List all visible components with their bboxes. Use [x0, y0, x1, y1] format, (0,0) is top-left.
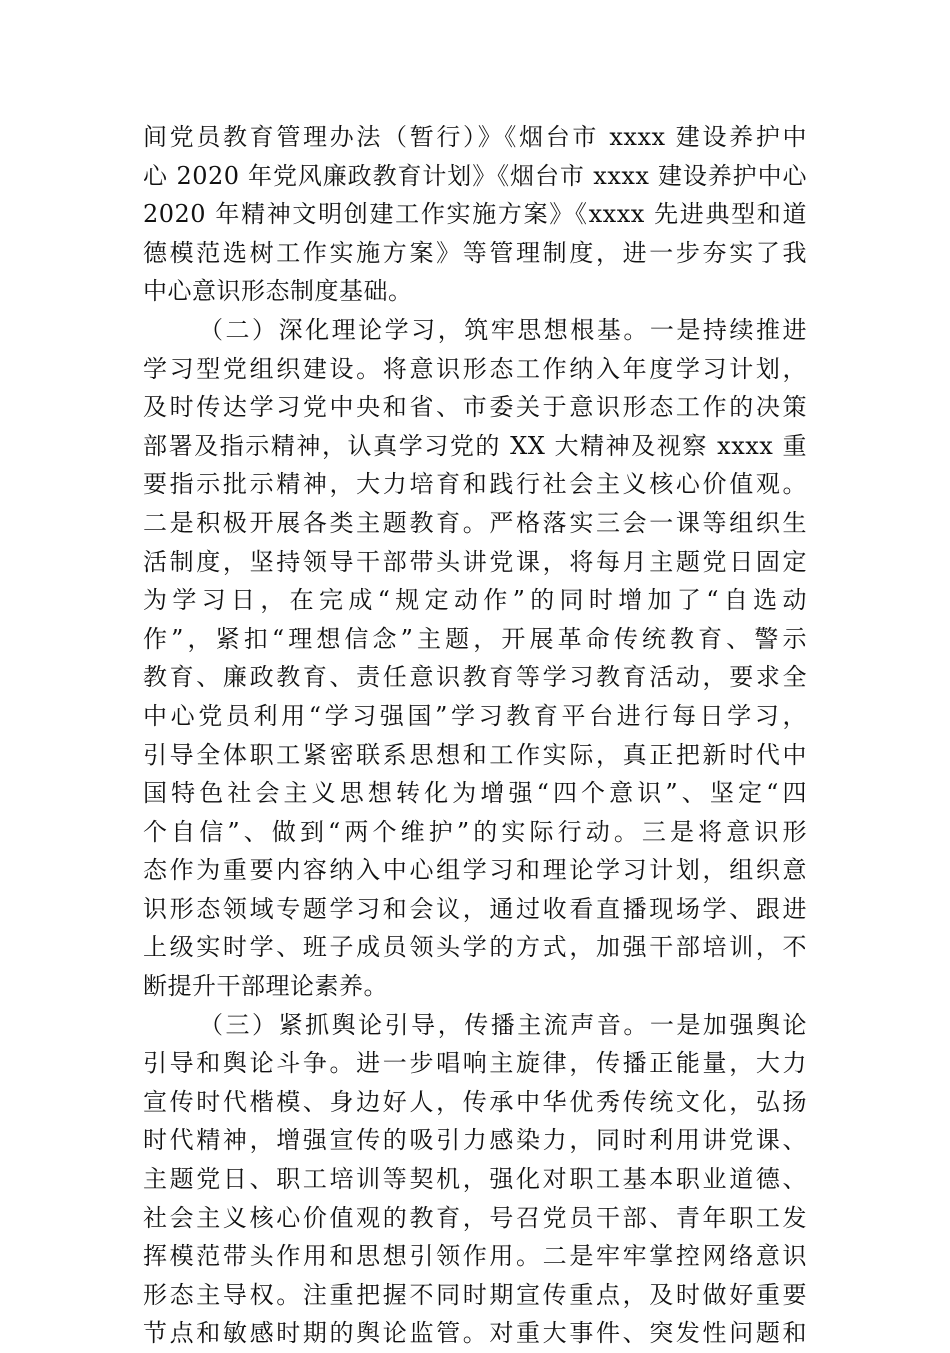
text-line: 中心意识形态制度基础。 — [143, 277, 413, 306]
text-line: （二）深化理论学习，筑牢思想根基。一是持续推进 — [199, 315, 807, 344]
text-line: 上级实时学、班子成员领头学的方式，加强干部培训，不 — [143, 933, 807, 962]
paragraph-continued — [143, 118, 807, 311]
text-line: 活制度，坚持领导干部带头讲党课，将每月主题党日固定 — [143, 547, 807, 576]
text-line: 态作为重要内容纳入中心组学习和理论学习计划，组织意 — [143, 856, 807, 885]
text-line: 教育、廉政教育、责任意识教育等学习教育活动，要求全 — [143, 663, 807, 692]
paragraph-section-two — [143, 311, 807, 1006]
text-line: 国特色社会主义思想转化为增强“四个意识”、坚定“四 — [143, 779, 807, 808]
text-line: 心 2020 年党风廉政教育计划》《烟台市 xxxx 建设养护中心 — [143, 161, 807, 190]
text-line: 形态主导权。注重把握不同时期宣传重点，及时做好重要 — [143, 1280, 807, 1309]
text-line: 2020 年精神文明创建工作实施方案》《xxxx 先进典型和道 — [143, 200, 807, 229]
text-line: 节点和敏感时期的舆论监管。对重大事件、突发性问题和 — [143, 1319, 807, 1348]
text-line: 要指示批示精神，大力培育和践行社会主义核心价值观。 — [143, 470, 807, 499]
document-body — [143, 118, 807, 1353]
text-line: 宣传时代楷模、身边好人，传承中华优秀传统文化，弘扬 — [143, 1087, 807, 1116]
text-line: 引导和舆论斗争。进一步唱响主旋律，传播正能量，大力 — [143, 1049, 807, 1078]
text-line: 社会主义核心价值观的教育，号召党员干部、青年职工发 — [143, 1203, 807, 1232]
text-line: 作”，紧扣“理想信念”主题，开展革命传统教育、警示 — [143, 624, 807, 653]
text-line: 识形态领域专题学习和会议，通过收看直播现场学、跟进 — [143, 894, 807, 923]
text-line: 及时传达学习党中央和省、市委关于意识形态工作的决策 — [143, 393, 807, 422]
text-line: 德模范选树工作实施方案》等管理制度，进一步夯实了我 — [143, 238, 807, 267]
text-line: 中心党员利用“学习强国”学习教育平台进行每日学习， — [143, 701, 807, 730]
text-line: 时代精神，增强宣传的吸引力感染力，同时利用讲党课、 — [143, 1126, 807, 1155]
text-line: 为学习日，在完成“规定动作”的同时增加了“自选动 — [143, 586, 807, 615]
text-line: 学习型党组织建设。将意识形态工作纳入年度学习计划， — [143, 354, 807, 383]
text-line: 挥模范带头作用和思想引领作用。二是牢牢掌控网络意识 — [143, 1242, 807, 1271]
text-line: 二是积极开展各类主题教育。严格落实三会一课等组织生 — [143, 508, 807, 537]
paragraph-section-three — [143, 1006, 807, 1353]
text-line: 断提升干部理论素养。 — [143, 972, 388, 1001]
text-line: 主题党日、职工培训等契机，强化对职工基本职业道德、 — [143, 1165, 807, 1194]
text-line: 个自信”、做到“两个维护”的实际行动。三是将意识形 — [143, 817, 807, 846]
text-line: （三）紧抓舆论引导，传播主流声音。一是加强舆论 — [199, 1010, 807, 1039]
text-line: 部署及指示精神，认真学习党的 XX 大精神及视察 xxxx 重 — [143, 431, 807, 460]
text-line: 引导全体职工紧密联系思想和工作实际，真正把新时代中 — [143, 740, 807, 769]
text-line: 间党员教育管理办法（暂行）》《烟台市 xxxx 建设养护中 — [143, 123, 807, 151]
